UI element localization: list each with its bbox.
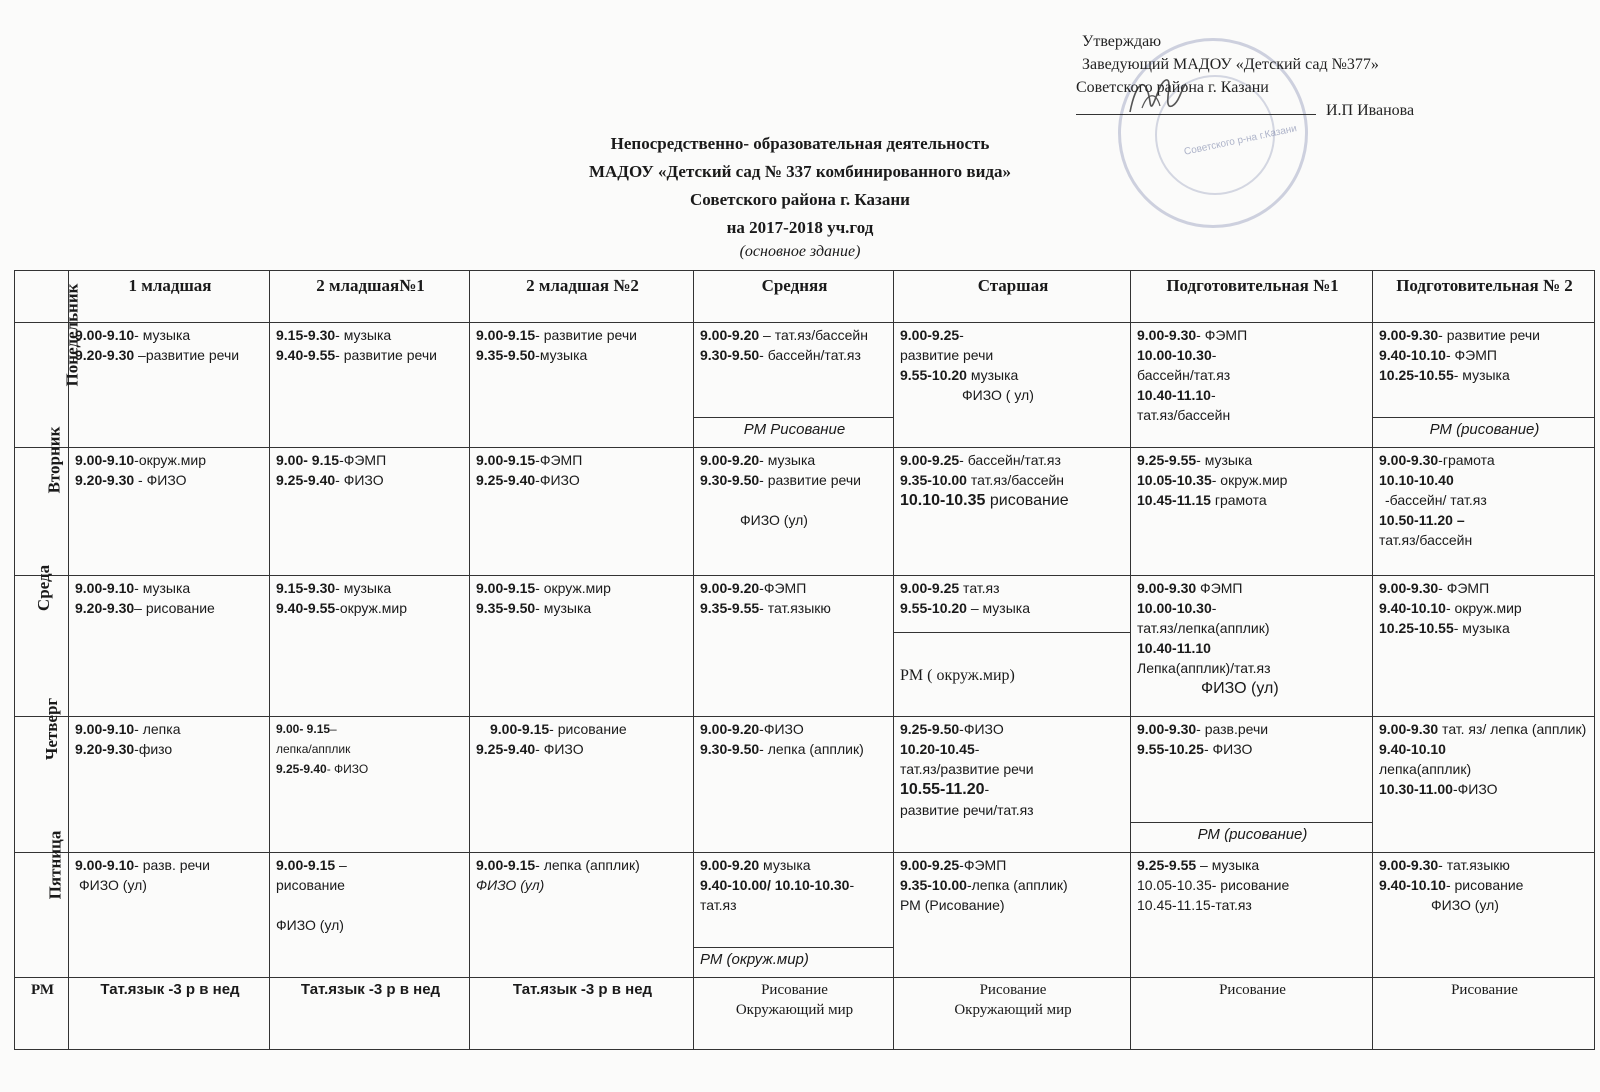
cell-thu-4 [694, 717, 894, 853]
time: 9.00-9.20 [700, 452, 760, 468]
time: 9.25-9.50 [900, 721, 960, 737]
activity: - тат.яз [700, 877, 855, 913]
time: 10.55-11.20 [900, 781, 985, 798]
time: 10.10-10.35 [900, 492, 986, 509]
activity: - ФИЗО [1203, 741, 1253, 757]
activity: ФИЗО (ул) [1431, 897, 1499, 913]
cell-wed-1 [69, 576, 270, 717]
activity: - [959, 327, 964, 343]
cell-mon-5 [894, 323, 1131, 448]
cell-wed-4 [694, 576, 894, 717]
activity: тат.яз/бассейн [1379, 532, 1473, 548]
day-rm: РМ [15, 978, 69, 1050]
day-tuesday [15, 426, 69, 576]
time: 9.40-10.10 [1379, 347, 1446, 363]
day-monday-label: Понедельник [62, 283, 82, 387]
activity: - музыка [1453, 367, 1510, 383]
time: 9.00-9.30 [1379, 452, 1439, 468]
time: 9.00-9.20 [700, 580, 760, 596]
time: 9.00-9.25 [900, 857, 960, 873]
cell-fri-3 [470, 853, 694, 978]
activity: -физо [134, 741, 173, 757]
time: 10.00-10.30 [1137, 600, 1212, 616]
activity: - ФИЗО [535, 741, 584, 757]
cell-thu-3 [470, 717, 694, 853]
activity: - музыка [1196, 452, 1253, 468]
header-group-3: 2 младшая №2 [470, 271, 694, 323]
time: 9.00-9.30 [1379, 721, 1439, 737]
row-thursday [15, 717, 1595, 823]
time: 9.55-10.20 [900, 367, 967, 383]
activity: лепка/апплик [276, 742, 351, 756]
title-subtitle: (основное здание) [739, 243, 861, 260]
activity: - музыка [134, 580, 191, 596]
activity: -ФЭМП [535, 452, 583, 468]
cell-fri-6 [1131, 853, 1373, 978]
header-group-4: Средняя [694, 271, 894, 323]
cell-rm-3: Тат.язык -3 р в нед [470, 978, 694, 1050]
activity: - развитие речи [1438, 327, 1540, 343]
title-line-3: Советского района г. Казани [690, 190, 910, 209]
time: 9.20-9.30 [75, 472, 135, 488]
activity: - музыка [335, 327, 392, 343]
activity: - музыка [759, 452, 816, 468]
time: 9.35-9.55 [700, 600, 760, 616]
time: 9.35-10.00 [900, 877, 967, 893]
activity: - ФЭМП [1445, 347, 1497, 363]
activity: Окружающий мир [735, 1002, 854, 1018]
time: 10.45-11.15 [1137, 492, 1211, 508]
time: 10.00-10.30 [1137, 347, 1212, 363]
activity: - разв.речи [1196, 721, 1269, 737]
cell-mon-7 [1373, 323, 1595, 418]
time: 9.00-9.30 [1379, 580, 1439, 596]
activity: ФИЗО ( ул) [962, 387, 1034, 403]
cell-tue-1 [69, 448, 270, 576]
activity: - разв. речи [134, 857, 210, 873]
activity: - [984, 781, 990, 797]
header-row [15, 271, 1595, 323]
header-group-2: 2 младшая№1 [270, 271, 470, 323]
time: 9.00-9.30 [1137, 580, 1197, 596]
activity: музыка [759, 857, 811, 873]
time: 9.00-9.15 [476, 857, 536, 873]
time: 9.25-9.55 [1137, 857, 1197, 873]
time: 9.00-9.20 [700, 721, 760, 737]
activity: тат.яз/бассейн [966, 472, 1065, 488]
header-group-6: Подготовительная №1 [1131, 271, 1373, 323]
time: 10.25-10.55 [1379, 367, 1454, 383]
header-group-5: Старшая [894, 271, 1131, 323]
activity: - лепка [134, 721, 181, 737]
cell-rm-2: Тат.язык -3 р в нед [270, 978, 470, 1050]
cell-fri-7 [1373, 853, 1595, 978]
cell-wed-5-rm: РМ ( окруж.мир) [894, 633, 1131, 717]
cell-tue-4 [694, 448, 894, 576]
time: 9.25-9.40 [276, 762, 327, 776]
activity: музыка [966, 367, 1019, 383]
header-group-1: 1 младшая [69, 271, 270, 323]
day-friday [15, 830, 69, 978]
cell-rm-4 [694, 978, 894, 1050]
time: 9.00-9.30 [1379, 857, 1439, 873]
activity: – [330, 722, 337, 736]
cell-rm-7: Рисование [1373, 978, 1595, 1050]
activity: тат. яз/ лепка (апплик) [1438, 721, 1587, 737]
cell-wed-2 [270, 576, 470, 717]
time: 10.05-10.35 [1137, 472, 1212, 488]
day-wednesday [15, 564, 69, 717]
time: 9.00-9.10 [75, 327, 135, 343]
activity: - развитие речи [335, 347, 437, 363]
activity: – музыка [1196, 857, 1260, 873]
time: 9.15-9.30 [276, 580, 336, 596]
time: 9.40-9.55 [276, 347, 336, 363]
time: 9.30-9.50 [700, 347, 760, 363]
time: 9.00-9.15 [476, 452, 536, 468]
activity: бассейн/тат.яз [1137, 367, 1231, 383]
activity: -ФЭМП [759, 580, 807, 596]
time: 9.00-9.30 [1379, 327, 1439, 343]
activity: – музыка [966, 600, 1031, 616]
activity: 10.05-10.35- рисование [1137, 877, 1290, 893]
activity: ФИЗО (ул) [276, 917, 344, 933]
activity: - окруж.мир [1211, 472, 1288, 488]
cell-tue-7 [1373, 448, 1595, 576]
activity: - ФИЗО [326, 762, 369, 776]
cell-wed-5 [894, 576, 1131, 633]
activity: грамота [1210, 492, 1267, 508]
cell-wed-3 [470, 576, 694, 717]
activity: -окруж.мир [335, 600, 408, 616]
approval-signature-line [1076, 99, 1414, 122]
header-group-7: Подготовительная № 2 [1373, 271, 1595, 323]
cell-mon-3 [470, 323, 694, 448]
activity: развитие речи [900, 347, 994, 363]
activity: ФИЗО (ул) [1201, 680, 1279, 697]
activity: - ФИЗО [335, 472, 384, 488]
activity: - окруж.мир [1445, 600, 1522, 616]
time: 9.40-10.00/ 10.10-10.30 [700, 877, 850, 893]
activity: -музыка [535, 347, 588, 363]
row-friday [15, 853, 1595, 948]
activity: - бассейн/тат.яз [959, 452, 1061, 468]
activity: РМ (Рисование) [900, 897, 1005, 913]
time: 9.40-10.10 [1379, 600, 1446, 616]
time: 9.00- 9.15 [276, 452, 340, 468]
time: 9.20-9.30 [75, 347, 135, 363]
cell-thu-7 [1373, 717, 1595, 853]
activity: - ФИЗО [134, 472, 187, 488]
activity: Окружающий мир [954, 1002, 1072, 1018]
cell-rm-5 [894, 978, 1131, 1050]
time: 9.25-9.55 [1137, 452, 1197, 468]
time: 9.00-9.10 [75, 580, 135, 596]
cell-fri-1 [69, 853, 270, 978]
activity: - [1210, 387, 1216, 403]
activity: - музыка [535, 600, 592, 616]
cell-thu-6 [1131, 717, 1373, 823]
time: 10.40-11.10 [1137, 387, 1211, 403]
time: 9.00-9.15 [476, 327, 536, 343]
time: 9.00-9.20 [700, 857, 760, 873]
activity: - тат.языкю [1438, 857, 1510, 873]
approval-district: Советского района г. Казани [1076, 79, 1269, 96]
activity: тат.яз [959, 580, 1000, 596]
time: 10.40-11.10 [1137, 640, 1211, 656]
activity: –развитие речи [134, 347, 240, 363]
activity: Рисование [979, 982, 1047, 998]
activity: - рисование [1445, 877, 1524, 893]
approval-head: Заведующий МАДОУ «Детский сад №377» [1082, 56, 1379, 73]
cell-rm-6: Рисование [1131, 978, 1373, 1050]
activity: 10.45-11.15-тат.яз [1137, 897, 1252, 913]
time: 9.55-10.20 [900, 600, 967, 616]
time: 9.20-9.30 [75, 600, 135, 616]
cell-wed-7 [1373, 576, 1595, 717]
activity: развитие речи/тат.яз [900, 802, 1034, 818]
time: 9.00-9.10 [75, 857, 135, 873]
activity: тат.яз/развитие речи [900, 761, 1034, 777]
activity: -ФЭМП [339, 452, 387, 468]
time: 10.10-10.40 [1379, 472, 1454, 488]
approval-name: И.П Иванова [1326, 102, 1415, 119]
time: 10.25-10.55 [1379, 620, 1454, 636]
activity: - ФЭМП [1196, 327, 1248, 343]
activity: -лепка (апплик) [966, 877, 1068, 893]
time: 9.20-9.30 [75, 741, 135, 757]
cell-thu-1 [69, 717, 270, 853]
cell-fri-5 [894, 853, 1131, 978]
activity: – [335, 857, 347, 873]
time: 9.00-9.15 [490, 721, 550, 737]
header-corner [15, 271, 69, 323]
activity: - музыка [134, 327, 191, 343]
activity: Лепка(апплик)/тат.яз [1137, 660, 1271, 676]
row-tuesday [15, 448, 1595, 576]
activity: - [1211, 600, 1217, 616]
cell-tue-2 [270, 448, 470, 576]
time: 9.00-9.30 [1137, 721, 1197, 737]
time: 10.30-11.00 [1379, 781, 1453, 797]
cell-mon-1 [69, 323, 270, 448]
activity: - тат.языкю [759, 600, 831, 616]
cell-fri-4 [694, 853, 894, 948]
activity: ФИЗО (ул) [79, 877, 147, 893]
activity: -ФЭМП [959, 857, 1007, 873]
activity: лепка(апплик) [1379, 761, 1472, 777]
day-wednesday-label: Среда [34, 564, 54, 612]
activity: - развитие речи [535, 327, 637, 343]
time: 9.30-9.50 [700, 741, 760, 757]
activity: ФИЗО (ул) [740, 512, 808, 528]
activity: - бассейн/тат.яз [759, 347, 861, 363]
activity: рисование [985, 492, 1069, 509]
time: 9.00-9.25 [900, 580, 960, 596]
time: 9.00-9.10 [75, 452, 135, 468]
signature-underline [1076, 100, 1316, 115]
time: 9.00-9.25 [900, 452, 960, 468]
time: 9.30-9.50 [700, 472, 760, 488]
approval-approve: Утверждаю [1082, 33, 1162, 50]
activity: - развитие речи [759, 472, 861, 488]
cell-mon-4 [694, 323, 894, 418]
row-monday [15, 323, 1595, 418]
activity: - музыка [335, 580, 392, 596]
activity: -ФИЗО [535, 472, 580, 488]
title-line-4: на 2017-2018 уч.год [726, 218, 874, 237]
time: 9.25-9.40 [476, 741, 536, 757]
cell-mon-6 [1131, 323, 1373, 448]
time: 9.55-10.25 [1137, 741, 1204, 757]
time: 9.35-9.50 [476, 600, 536, 616]
day-tuesday-label: Вторник [44, 426, 64, 494]
time: 9.00-9.30 [1137, 327, 1197, 343]
time: 9.00-9.25 [900, 327, 960, 343]
activity: -грамота [1438, 452, 1495, 468]
activity: - лепка (апплик) [535, 857, 640, 873]
activity: – тат.яз/бассейн [759, 327, 868, 343]
cell-thu-6-rm: РМ (рисование) [1131, 823, 1373, 853]
time: 9.35-9.50 [476, 347, 536, 363]
activity: - музыка [1453, 620, 1510, 636]
activity: - [1211, 347, 1217, 363]
time: 9.00- 9.15 [276, 722, 331, 736]
activity: - [974, 741, 980, 757]
time: 9.25-9.40 [276, 472, 336, 488]
activity: -ФИЗО [959, 721, 1004, 737]
cell-mon-4-rm: РМ Рисование [694, 418, 894, 448]
activity: -ФИЗО [759, 721, 804, 737]
document-title [0, 130, 1600, 262]
activity: ФИЗО (ул) [476, 877, 545, 893]
time: 9.15-9.30 [276, 327, 336, 343]
time: 9.00-9.15 [476, 580, 536, 596]
time: 9.00-9.10 [75, 721, 135, 737]
day-friday-label: Пятница [45, 830, 65, 900]
cell-rm-1: Тат.язык -3 р в нед [69, 978, 270, 1050]
cell-fri-2 [270, 853, 470, 978]
activity: – рисование [134, 600, 215, 616]
cell-mon-7-rm: РМ (рисование) [1373, 418, 1595, 448]
activity: - ФЭМП [1438, 580, 1490, 596]
row-wednesday [15, 576, 1595, 633]
activity: тат.яз/бассейн [1137, 407, 1231, 423]
cell-tue-5 [894, 448, 1131, 576]
activity: рисование [276, 877, 345, 893]
row-rm [15, 978, 1595, 1050]
schedule-table [14, 270, 1595, 1050]
activity: тат.яз/лепка(апплик) [1137, 620, 1270, 636]
activity: -ФИЗО [1452, 781, 1498, 797]
title-line-1: Непосредственно- образовательная деятельность [610, 134, 990, 153]
cell-tue-6 [1131, 448, 1373, 576]
activity: -бассейн/ тат.яз [1385, 492, 1487, 508]
activity: Рисование [761, 982, 828, 998]
activity: - окруж.мир [535, 580, 611, 596]
time: 9.25-9.40 [476, 472, 536, 488]
cell-thu-5 [894, 717, 1131, 853]
day-thursday-label: Четверг [42, 697, 62, 761]
approval-block [1076, 30, 1415, 122]
cell-fri-4-rm: РМ (окруж.мир) [694, 948, 894, 978]
cell-mon-2 [270, 323, 470, 448]
activity: - рисование [549, 721, 627, 737]
cell-tue-3 [470, 448, 694, 576]
activity: -окруж.мир [134, 452, 207, 468]
cell-thu-2 [270, 717, 470, 853]
time: 9.40-10.10 [1379, 877, 1446, 893]
time: 9.35-10.00 [900, 472, 967, 488]
activity: ФЭМП [1196, 580, 1243, 596]
time: 9.00-9.20 [700, 327, 760, 343]
cell-wed-6 [1131, 576, 1373, 717]
stamp-text: Советского р-на г.Казани [1183, 123, 1298, 158]
activity: - лепка (апплик) [759, 741, 864, 757]
time: 9.00-9.15 [276, 857, 336, 873]
title-line-2: МАДОУ «Детский сад № 337 комбинированного вида» [588, 162, 1012, 181]
time: 10.50-11.20 – [1379, 512, 1465, 528]
time: 9.40-10.10 [1379, 741, 1446, 757]
time: 9.40-9.55 [276, 600, 336, 616]
time: 10.20-10.45 [900, 741, 975, 757]
